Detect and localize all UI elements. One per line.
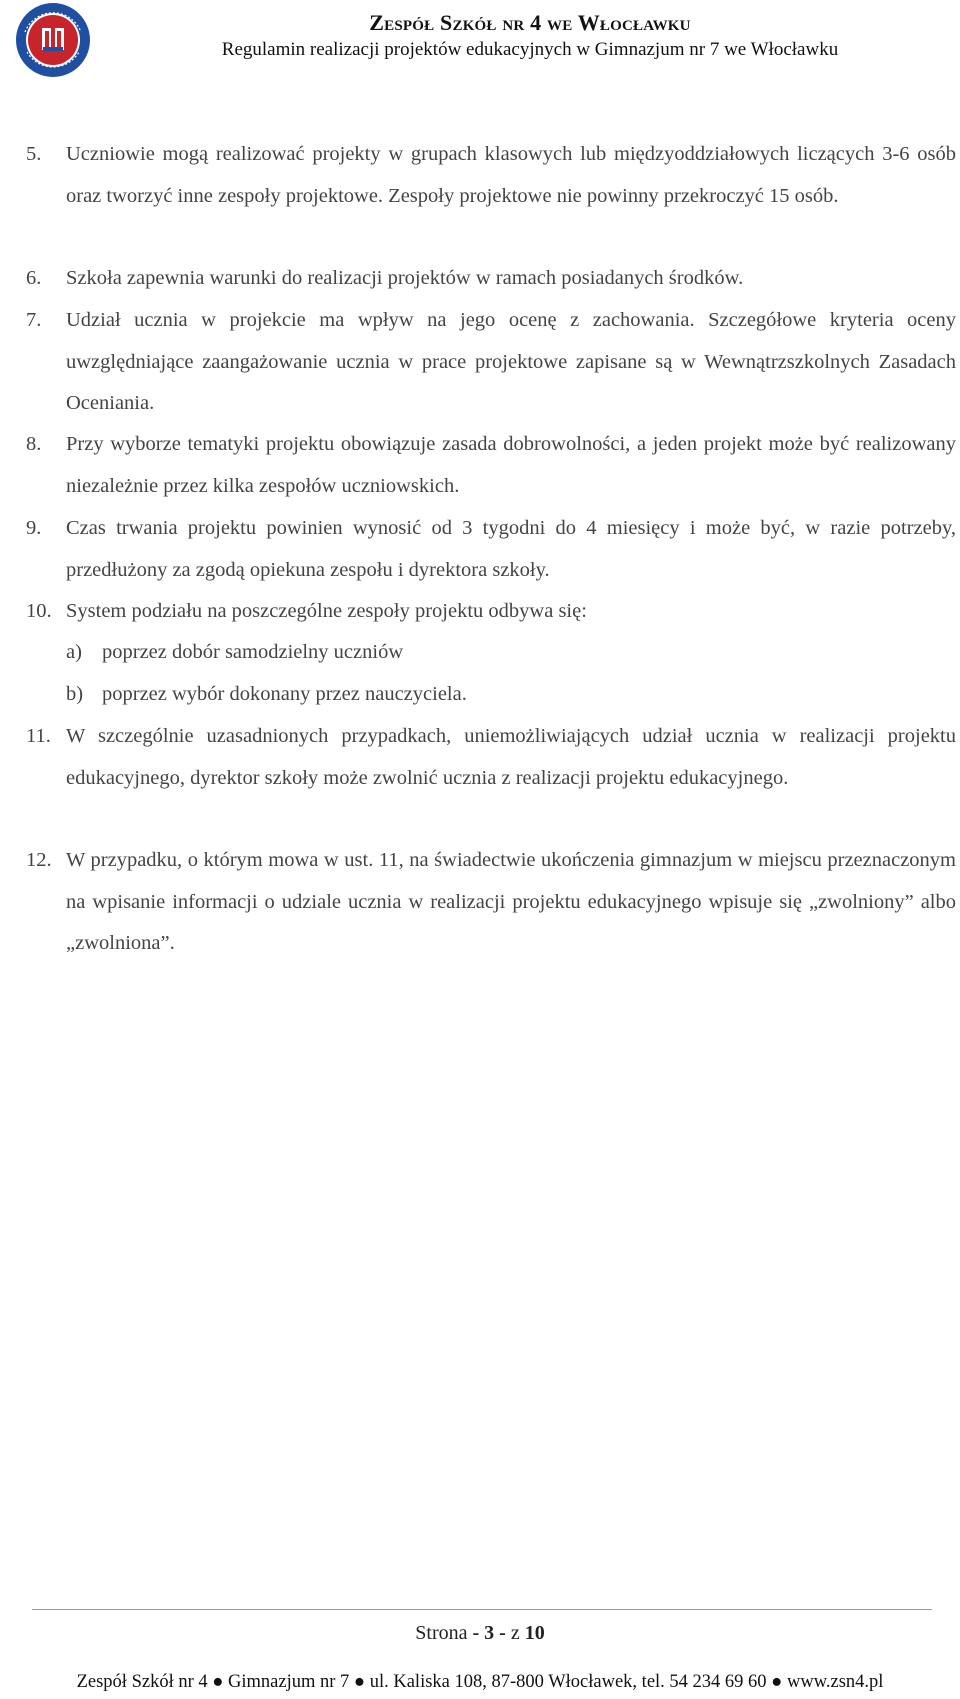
list-item <box>26 300 956 425</box>
item-number: 9. <box>26 517 42 539</box>
sub-item <box>66 632 403 674</box>
page-of: z <box>510 1622 520 1644</box>
item-number: 12. <box>26 849 52 871</box>
footer-contact: Zespół Szkół nr 4 ● Gimnazjum nr 7 ● ul. Kaliska 108, 87-800 Włocławek, tel. 54 234 69 60 ● www.zsn4.pl <box>76 1672 884 1692</box>
document-subtitle: Regulamin realizacji projektów edukacyjnych w Gimnazjum nr 7 we Włocławku <box>221 39 839 60</box>
item-text: Czas trwania projektu powinien wynosić od 3 tygodni do 4 miesięcy i może być, w razie potrzeby, przedłużony za zgodą opiekuna zespołu i dyrektora szkoły. <box>66 517 956 581</box>
item-text: W przypadku, o którym mowa w ust. 11, na świadectwie ukończenia gimnazjum w miejscu przeznaczonym na wpisanie informacji o udziale ucznia w realizacji projektu edukacyjnego wpisuje się „zwolniony” albo „zwolniona”. <box>66 849 956 954</box>
document-header <box>100 8 960 62</box>
list-item <box>26 508 956 591</box>
sub-item-letter: b) <box>66 683 84 705</box>
item-text: Szkoła zapewnia warunki do realizacji projektów w ramach posiadanych środków. <box>66 267 744 289</box>
item-number: 5. <box>26 143 42 165</box>
item-number: 8. <box>26 433 42 455</box>
school-emblem-logo <box>15 2 91 78</box>
list-item <box>26 424 956 507</box>
list-item <box>26 134 956 217</box>
list-item <box>26 591 956 633</box>
sub-item-text: poprzez dobór samodzielny uczniów <box>102 641 404 663</box>
item-text: Przy wyborze tematyki projektu obowiązuje zasada dobrowolności, a jeden projekt może być realizowany niezależnie przez kilka zespołów uczniowskich. <box>66 433 956 497</box>
school-name: Zespół Szkół nr 4 we Włocławku <box>369 10 691 35</box>
list-item <box>26 258 956 300</box>
item-number: 7. <box>26 309 42 331</box>
sub-item-letter: a) <box>66 641 82 663</box>
footer-divider <box>32 1609 932 1610</box>
page-number <box>0 1622 960 1645</box>
list-item <box>26 716 956 799</box>
item-number: 10. <box>26 600 52 622</box>
sub-item-text: poprzez wybór dokonany przez nauczyciela. <box>102 683 467 705</box>
item-number: 6. <box>26 267 42 289</box>
item-text: Udział ucznia w projekcie ma wpływ na jego ocenę z zachowania. Szczegółowe kryteria oceny uwzględniające zaangażowanie ucznia w prace projektowe zapisane są w Wewnątrzszkolnych Zasadach Oceniania. <box>66 309 956 414</box>
page-current: - 3 - <box>472 1622 506 1644</box>
item-text: System podziału na poszczególne zespoły projektu odbywa się: <box>66 600 587 622</box>
list-item <box>26 840 956 965</box>
item-text: W szczególnie uzasadnionych przypadkach, uniemożliwiających udział ucznia w realizacji projektu edukacyjnego, dyrektor szkoły może zwolnić ucznia z realizacji projektu edukacyjnego. <box>66 725 956 789</box>
item-number: 11. <box>26 725 51 747</box>
page-total: 10 <box>524 1622 545 1644</box>
item-text: Uczniowie mogą realizować projekty w grupach klasowych lub międzyoddziałowych liczących 3-6 osób oraz tworzyć inne zespoły projektowe. Zespoły projektowe nie powinny przekroczyć 15 osób. <box>66 143 956 207</box>
sub-item <box>66 674 467 716</box>
page-prefix: Strona <box>415 1622 468 1644</box>
